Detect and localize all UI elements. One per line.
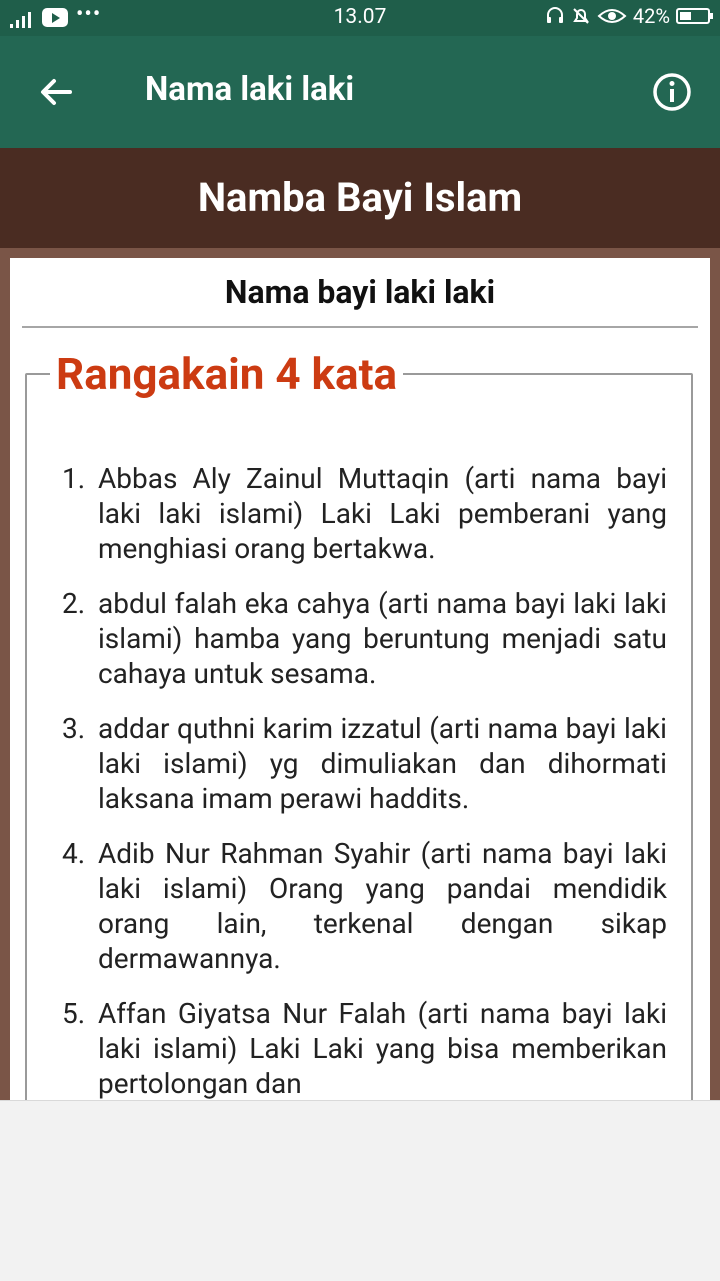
app-bar-title: Nama laki laki (145, 70, 355, 109)
item-number: 4. (62, 837, 86, 870)
item-text: addar quthni karim izzatul (arti nama bayi laki laki islami) yg dimuliakan dan dihormati laksana imam perawi haddits. (98, 712, 667, 815)
item-number: 1. (62, 462, 86, 495)
list-item (62, 586, 667, 691)
item-number: 3. (62, 712, 86, 745)
content-card[interactable] (10, 258, 710, 1100)
item-text: Abbas Aly Zainul Muttaqin (arti nama bayi laki laki islami) Laki Laki pemberani yang menghiasi orang bertakwa. (98, 462, 667, 565)
eye-icon (597, 6, 627, 26)
alarm-off-icon (571, 6, 591, 26)
item-text: Adib Nur Rahman Syahir (arti nama bayi laki laki islami) Orang yang pandai mendidik orang lain, terkenal dengan sikap dermawannya. (98, 837, 667, 975)
battery-icon (676, 8, 710, 24)
page-subtitle: Nama bayi laki laki (224, 273, 496, 311)
headset-icon (545, 6, 565, 26)
item-number: 2. (62, 587, 86, 620)
item-number: 5. (62, 997, 86, 1030)
item-text: abdul falah eka cahya (arti nama bayi laki laki islami) hamba yang beruntung menjadi satu cahaya untuk sesama. (98, 587, 667, 690)
divider (22, 326, 698, 328)
info-icon[interactable] (652, 72, 692, 112)
battery-fill (680, 12, 691, 20)
blank-area (0, 1100, 720, 1281)
list-item (62, 836, 667, 976)
item-text: Affan Giyatsa Nur Falah (arti nama bayi laki laki islami) Laki Laki yang bisa memberikan pertolongan dan (98, 997, 667, 1100)
status-right (545, 4, 710, 28)
battery-percent: 42% (632, 4, 670, 28)
name-list (62, 461, 667, 1100)
list-item (62, 711, 667, 816)
section-title: Rangakain 4 kata (50, 348, 403, 400)
more-notifications-icon: ••• (76, 2, 102, 27)
status-time: 13.07 (333, 5, 387, 29)
list-item (62, 461, 667, 566)
app-bar (0, 36, 720, 148)
list-item (62, 996, 667, 1100)
status-bar (0, 0, 720, 36)
banner-title: Namba Bayi Islam (0, 148, 720, 248)
back-arrow-icon[interactable] (36, 72, 76, 112)
